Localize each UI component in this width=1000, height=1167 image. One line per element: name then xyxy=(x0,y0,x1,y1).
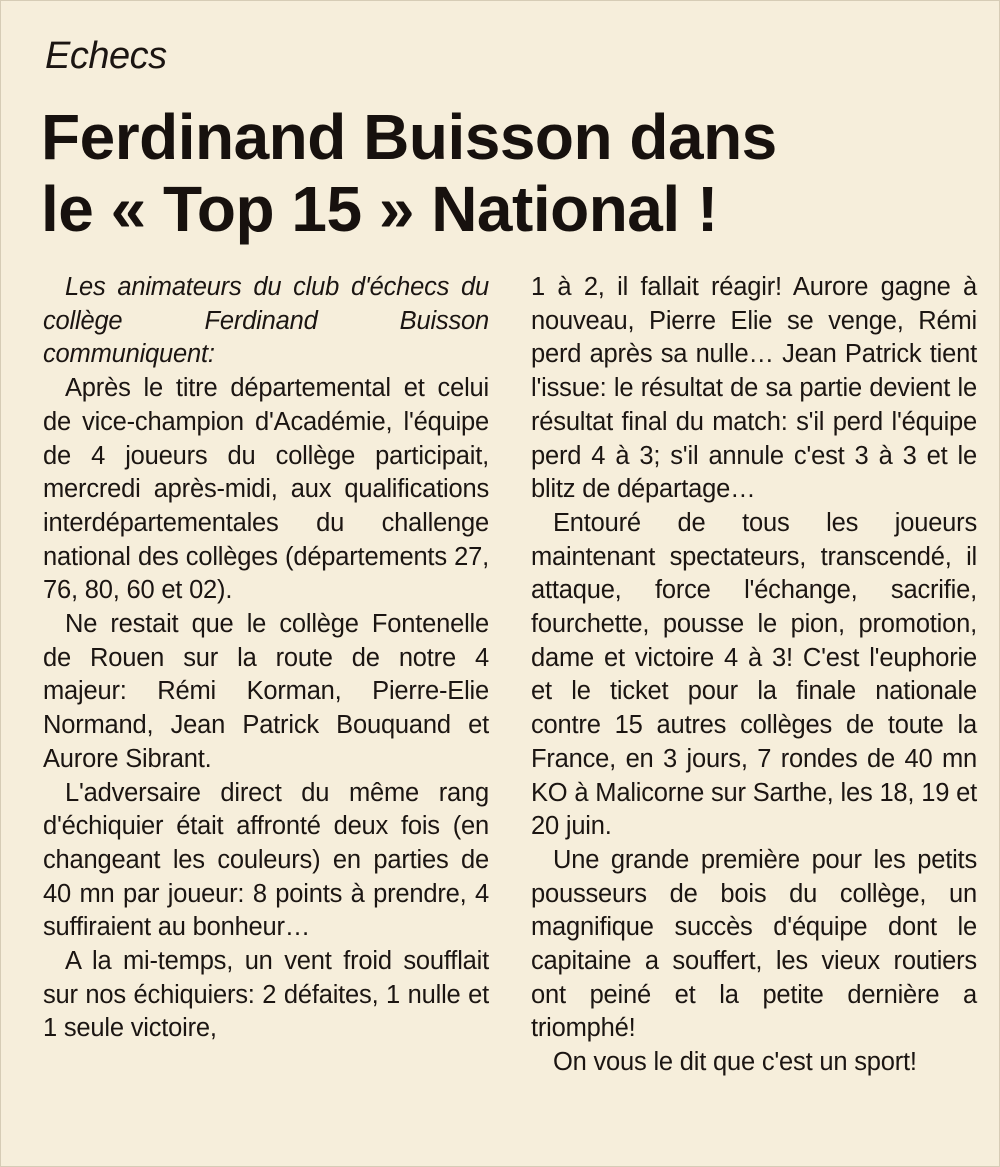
paragraph-continued: 1 à 2, il fallait réagir! Aurore gagne à nouveau, Pierre Elie se venge, Rémi perd après sa nulle… Jean Patrick tient l'issue: le résultat de sa partie devient le résultat final du match: s'il perd l'équipe perd 4 à 3; s'il annule c'est 3 à 3 et le blitz de départage… xyxy=(531,273,977,504)
paragraph: Entouré de tous les joueurs maintenant spectateurs, transcendé, il attaque, force l'échange, sacrifie, fourchette, pousse le pion, promotion, dame et victoire 4 à 3! C'est l'euphorie et le ticket pour la finale nationale contre 15 autres collèges de toute la France, en 3 jours, 7 rondes de 40 mn KO à Malicorne sur Sarthe, les 18, 19 et 20 juin. xyxy=(531,508,977,841)
left-column xyxy=(43,271,489,1046)
paragraph: Ne restait que le collège Fontenelle de Rouen sur la route de notre 4 majeur: Rémi Korman, Pierre-Elie Normand, Jean Patrick Bouquand et Aurore Sibrant. xyxy=(43,610,489,773)
intro-paragraph: Les animateurs du club d'échecs du collège Ferdinand Buisson communiquent: xyxy=(43,273,489,369)
headline xyxy=(41,101,971,245)
paragraph: Une grande première pour les petits pousseurs de bois du collège, un magnifique succès d'équipe dont le capitaine a souffert, les vieux routiers ont peiné et la petite dernière a triomphé! xyxy=(531,845,977,1043)
paragraph: A la mi-temps, un vent froid soufflait sur nos échiquiers: 2 défaites, 1 nulle et 1 seule victoire, xyxy=(43,947,489,1043)
closing-paragraph: On vous le dit que c'est un sport! xyxy=(553,1048,917,1077)
section-rubric: Echecs xyxy=(45,35,167,77)
paragraph: Après le titre départemental et celui de vice-champion d'Académie, l'équipe de 4 joueurs du collège participait, mercredi après-midi, aux qualifications interdépartementales du challenge national des collèges (départements 27, 76, 80, 60 et 02). xyxy=(43,374,489,605)
right-column xyxy=(531,271,977,1080)
headline-line-2: le « Top 15 » National ! xyxy=(41,173,718,245)
paragraph: L'adversaire direct du même rang d'échiquier était affronté deux fois (en changeant les couleurs) en parties de 40 mn par joueur: 8 points à prendre, 4 suffiraient au bonheur… xyxy=(43,778,489,942)
headline-line-1: Ferdinand Buisson dans xyxy=(41,101,777,173)
